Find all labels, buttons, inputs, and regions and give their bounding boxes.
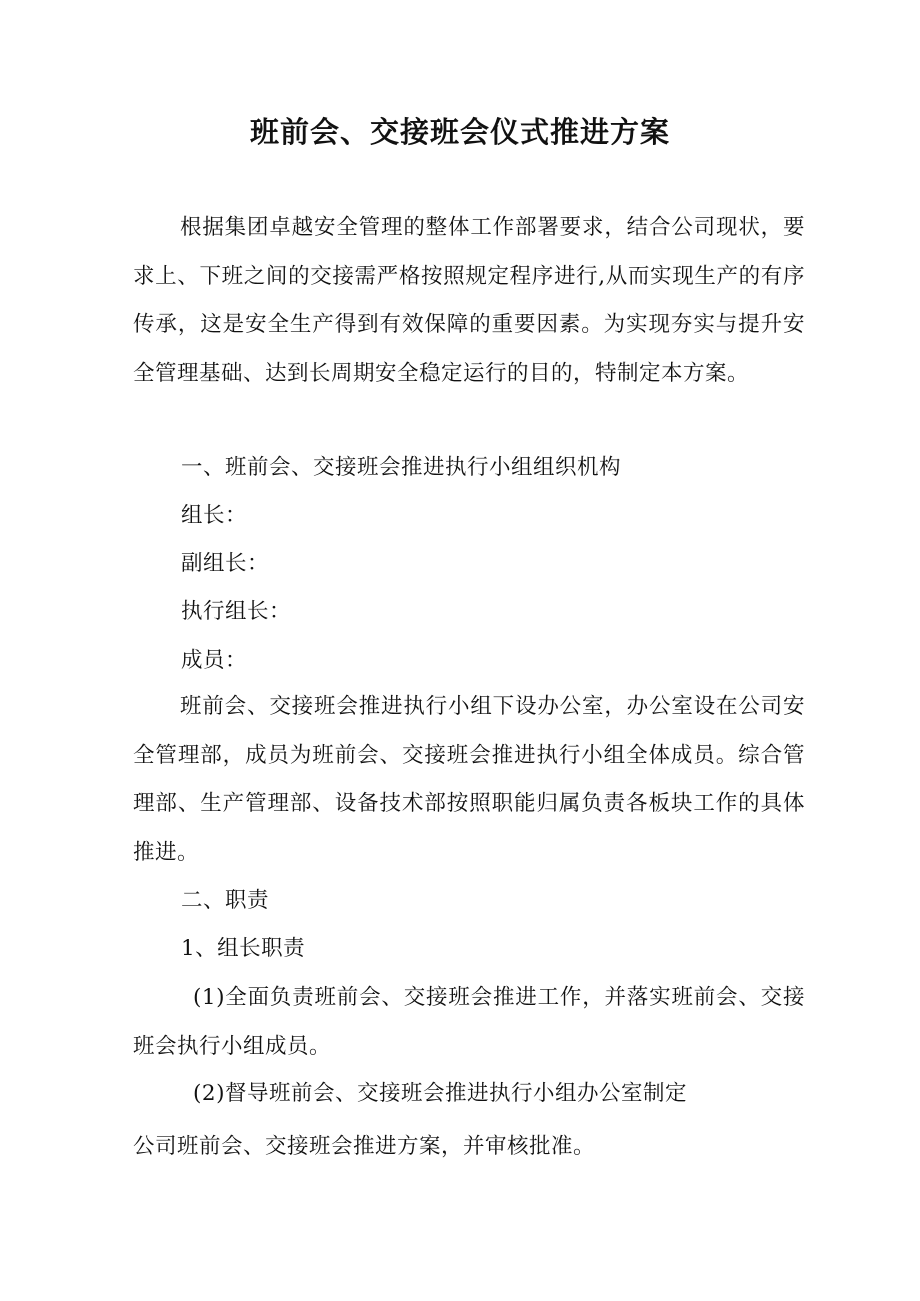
section-heading-organization: 一、班前会、交接班会推进执行小组组织机构 [181, 455, 622, 480]
role-members: 成员： [181, 648, 248, 673]
intro-paragraph: 根据集团卓越安全管理的整体工作部署要求，结合公司现状，要求上、下班之间的交接需严格按照规定程序进行,从而实现生产的有序传承，这是安全生产得到有效保障的重要因素。为实现夯实与提升安全管理基础、达到长周期安全稳定运行的目的，特制定本方案。 [133, 215, 805, 386]
duty-item-2-line-1: (2)督导班前会、交接班会推进执行小组办公室制定 [193, 1081, 687, 1106]
duty-item-2-line-2: 公司班前会、交接班会推进方案，并审核批准。 [133, 1134, 596, 1159]
role-deputy-leader: 副组长： [181, 551, 270, 576]
document-title: 班前会、交接班会仪式推进方案 [249, 115, 670, 149]
section-heading-duties: 二、职责 [181, 888, 270, 913]
office-paragraph: 班前会、交接班会推进执行小组下设办公室，办公室设在公司安全管理部，成员为班前会、交接班会推进执行小组全体成员。综合管理部、生产管理部、设备技术部按照职能归属负责各板块工作的具体推进。 [133, 694, 805, 865]
duty-item-1: (1)全面负责班前会、交接班会推进工作，并落实班前会、交接班会执行小组成员。 [133, 985, 805, 1059]
role-executive-leader: 执行组长： [181, 599, 292, 624]
role-leader: 组长： [181, 503, 248, 528]
subsection-heading-leader-duties: 1、组长职责 [181, 936, 306, 961]
